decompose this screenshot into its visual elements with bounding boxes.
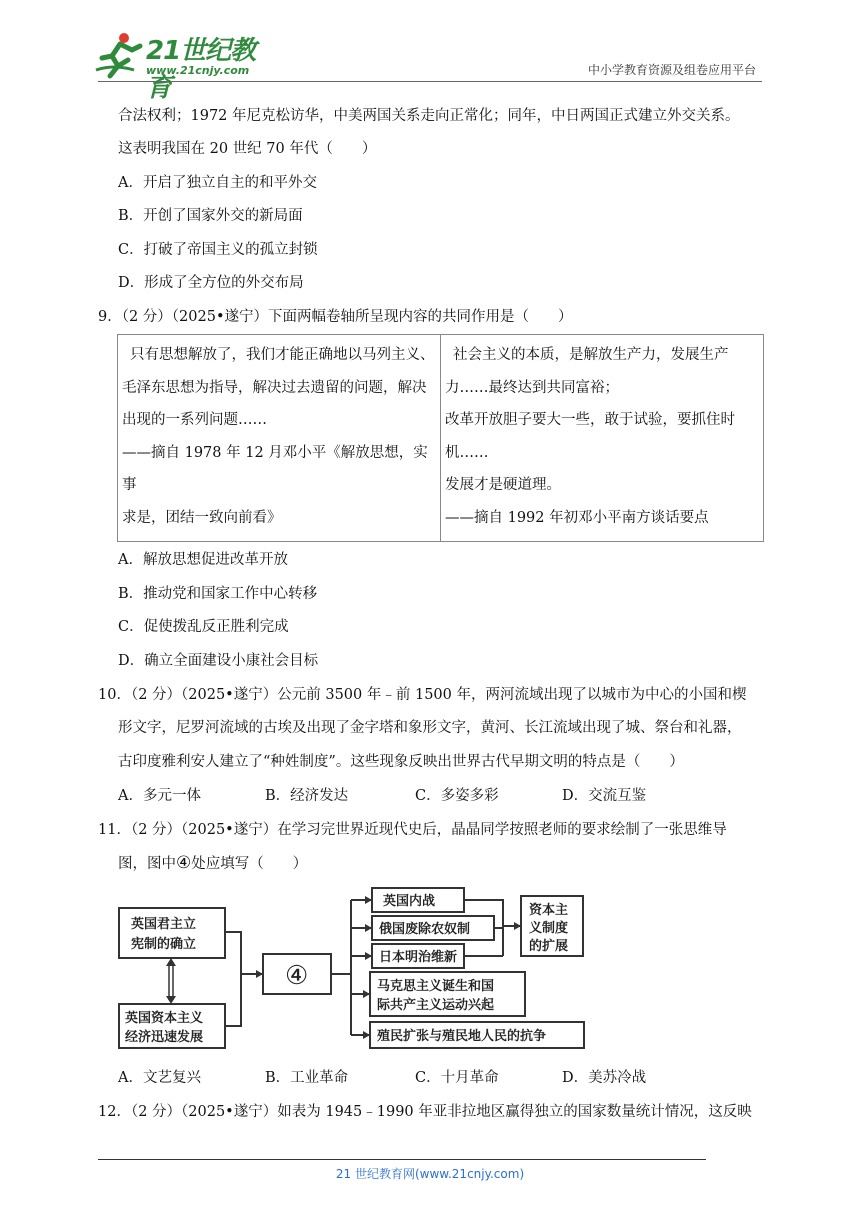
connector-right — [331, 900, 372, 1035]
quote-right-line: ——摘自 1992 年初邓小平南方谈话要点 — [445, 509, 709, 526]
q11-line2 — [118, 853, 307, 874]
quote-right-line: 力……最终达到共同富裕； — [445, 379, 619, 396]
mind-left-top-1: 英国君主立 — [131, 917, 197, 932]
logo-url: www.21cnjy.com — [146, 64, 250, 77]
q10-option-a: A．多元一体 — [118, 788, 201, 804]
q11-line1: 11．（2 分）（2025•遂宁）在学习完世界近现代史后，晶晶同学按照老师的要求绘制了一张思维导 — [98, 822, 727, 838]
q8-line2: 这表明我国在 20 世纪 70 年代（ ） — [118, 141, 377, 157]
q8-option-a: A．开启了独立自主的和平外交 — [118, 175, 317, 191]
connector-result — [464, 900, 521, 956]
mind-center-circle: ④ — [285, 961, 309, 991]
quote-right-line: 社会主义的本质，是解放生产力，发展生产 — [453, 347, 729, 363]
q9-option-b: B．推动党和国家工作中心转移 — [118, 586, 318, 602]
platform-name: 中小学教育资源及组卷应用平台 — [587, 63, 756, 77]
circled-number: ④ — [176, 853, 192, 873]
quote-left-line: ——摘自 1978 年 12 月邓小平《解放思想，实事 — [122, 444, 428, 493]
q11-option-d: D．美苏冷战 — [562, 1070, 647, 1086]
mind-result-1: 资本主 — [529, 903, 569, 918]
running-figure-icon — [94, 30, 146, 80]
mind-left-bottom-1: 英国资本主义 — [125, 1011, 204, 1026]
q10-line3: 古印度雅利安人建立了“种姓制度”。这些现象反映出世界古代早期文明的特点是（ ） — [118, 754, 684, 770]
connector-left — [225, 932, 263, 1026]
quote-right-line: 发展才是硬道理。 — [445, 477, 561, 493]
mind-left-top-2: 宪制的确立 — [131, 937, 197, 952]
q9-option-c: C．促使拨乱反正胜利完成 — [118, 619, 289, 635]
connector-double-arrow — [169, 962, 173, 1000]
quote-1992 — [441, 335, 764, 542]
q9-option-a: A．解放思想促进改革开放 — [118, 552, 288, 568]
page-header — [0, 0, 860, 103]
q9-option-d: D．确立全面建设小康社会目标 — [118, 653, 319, 669]
mind-left-bottom-2: 经济迅速发展 — [125, 1030, 204, 1045]
mind-right-mid-1: 马克思主义诞生和国 — [377, 979, 495, 994]
q8-option-c: C．打破了帝国主义的孤立封锁 — [118, 242, 318, 258]
q9-stem: 9．（2 分）（2025•遂宁）下面两幅卷轴所呈现内容的共同作用是（ ） — [98, 309, 573, 325]
q10-line2: 形文字，尼罗河流域的古埃及出现了金字塔和象形文字，黄河、长江流域出现了城、祭台和礼器， — [118, 720, 742, 736]
mind-right-bottom: 殖民扩张与殖民地人民的抗争 — [377, 1029, 547, 1044]
mind-right-mid-2: 际共产主义运动兴起 — [377, 998, 495, 1013]
q9-quote-table — [117, 334, 764, 542]
q11-option-c: C．十月革命 — [415, 1070, 499, 1086]
mind-right-2: 俄国废除农奴制 — [379, 922, 471, 937]
quote-left-line: 只有思想解放了，我们才能正确地以马列主义、 — [130, 347, 435, 363]
q11-line2-start: 图，图中 — [118, 856, 176, 872]
q11-line2-end: 处应填写（ ） — [191, 856, 308, 872]
q10-line1: 10．（2 分）（2025•遂宁）公元前 3500 年﹣前 1500 年，两河流域出现了以城市为中心的小国和楔 — [98, 687, 747, 703]
logo-text: 21世纪教育 — [146, 36, 256, 103]
mind-right-1: 英国内战 — [383, 894, 436, 909]
q10-option-c: C．多姿多彩 — [415, 788, 499, 804]
q8-option-b: B．开创了国家外交的新局面 — [118, 208, 303, 224]
header-divider — [98, 81, 762, 82]
q8-line1: 合法权利；1972 年尼克松访华，中美两国关系走向正常化；同年，中日两国正式建立外交关系。 — [118, 108, 740, 124]
mind-right-3: 日本明治维新 — [379, 950, 458, 965]
quote-right-line: 机…… — [445, 444, 489, 461]
footer-link[interactable]: 21 世纪教育网(www.21cnjy.com) — [335, 1167, 525, 1181]
mind-result-2: 义制度 — [529, 921, 569, 936]
q11-option-a: A．文艺复兴 — [118, 1070, 201, 1086]
q8-option-d: D．形成了全方位的外交布局 — [118, 275, 304, 291]
mind-map-diagram — [117, 886, 587, 1051]
quote-left-line: 出现的一系列问题…… — [122, 412, 267, 428]
mind-result-3: 的扩展 — [529, 939, 569, 954]
q11-option-b: B．工业革命 — [265, 1070, 349, 1086]
quote-right-line: 改革开放胆子要大一些，敢于试验，要抓住时 — [445, 412, 735, 428]
q10-option-d: D．交流互鉴 — [562, 788, 647, 804]
quote-1978 — [118, 335, 441, 542]
site-logo[interactable] — [94, 28, 264, 103]
q12-line1: 12．（2 分）（2025•遂宁）如表为 1945﹣1990 年亚非拉地区赢得独立的国家数量统计情况，这反映 — [98, 1104, 752, 1120]
footer-divider — [98, 1159, 706, 1160]
quote-left-line: 求是，团结一致向前看》 — [122, 509, 282, 526]
quote-left-line: 毛泽东思想为指导，解决过去遗留的问题，解决 — [122, 379, 427, 396]
q10-option-b: B．经济发达 — [265, 788, 349, 804]
